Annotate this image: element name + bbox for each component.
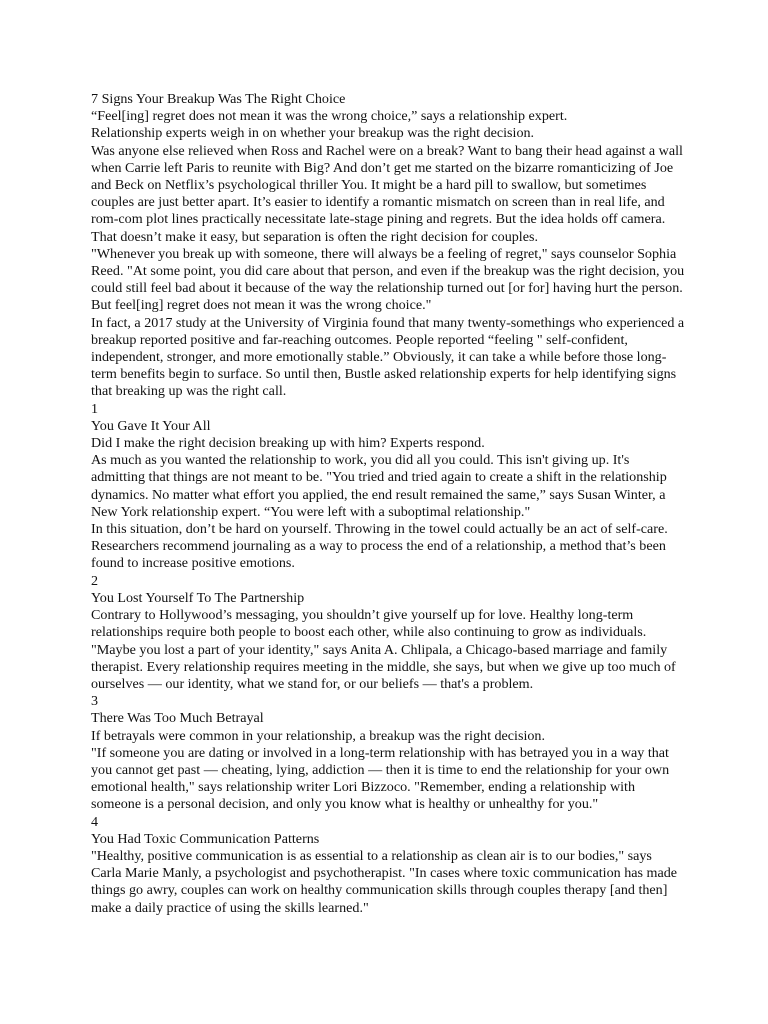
section-paragraph: "Healthy, positive communication is as essential to a relationship as clean air is to our bodies," says Carla Marie Manly, a psychologist and psychotherapist. "In cases where toxic communication has made things go awry, couples can work on healthy communication skills through couples therapy [and then] make a daily practice of using the skills learned." (91, 847, 678, 916)
subtitle-quote: “Feel[ing] regret does not mean it was the wrong choice,” says a relationship expert. (91, 108, 568, 125)
intro-paragraph: In fact, a 2017 study at the University of Virginia found that many twenty-somethings who experienced a breakup reported positive and far-reaching outcomes. People reported “feeling " self-confident, independent, stronger, and more emotionally stable.” Obviously, it can take a while before those long-term benefits begin to surface. So until then, Bustle asked relationship experts for help identifying signs that breaking up was the right call. (91, 314, 685, 400)
intro-paragraph: "Whenever you break up with someone, there will always be a feeling of regret," says counselor Sophia Reed. "At some point, you did care about that person, and even if the breakup was the right decision, you could still feel bad about it because of the way the relationship turned out [or for] having hurt the person. But feel[ing] regret does not mean it was the wrong choice." (91, 245, 685, 314)
section-number: 4 (91, 813, 99, 830)
section-paragraph: In this situation, don’t be hard on yourself. Throwing in the towel could actually be an act of self-care. Researchers recommend journaling as a way to process the end of a relationship, a method that’s been found to increase positive emotions. (91, 521, 668, 572)
section-heading: You Gave It Your All (91, 417, 211, 434)
intro-paragraph: Was anyone else relieved when Ross and Rachel were on a break? Want to bang their head against a wall when Carrie left Paris to reunite with Big? And don’t get me started on the bizarre romanticizing of Joe and Beck on Netflix’s psychological thriller You. It might be a hard pill to swallow, but sometimes couples are just better apart. It’s easier to identify a romantic mismatch on screen than in real life, and rom-com plot lines practically necessitate late-stage pining and regrets. But the idea holds off camera. That doesn’t make it easy, but separation is often the right decision for couples. (91, 142, 683, 245)
article-title: 7 Signs Your Breakup Was The Right Choice (91, 91, 346, 107)
section-paragraph: Did I make the right decision breaking up with him? Experts respond. (91, 435, 485, 452)
section-heading: There Was Too Much Betrayal (91, 710, 264, 727)
section-paragraph: Contrary to Hollywood’s messaging, you shouldn’t give yourself up for love. Healthy long-term relationships require both people to boost each other, while also continuing to grow as individuals. "Maybe you lost a part of your identity," says Anita A. Chlipala, a Chicago-based marriage and family therapist. Every relationship requires meeting in the middle, she says, but when we give up too much of ourselves — our identity, what we stand for, or our beliefs — that's a problem. (91, 607, 676, 692)
section-number: 2 (91, 572, 99, 589)
section-heading: You Had Toxic Communication Patterns (91, 830, 320, 847)
section-number: 3 (91, 693, 99, 710)
section-heading: You Lost Yourself To The Partnership (91, 589, 305, 606)
section-paragraph: If betrayals were common in your relationship, a breakup was the right decision. (91, 727, 545, 744)
document-page (91, 91, 685, 917)
section-paragraph: "If someone you are dating or involved in a long-term relationship with has betrayed you in a way that you cannot get past — cheating, lying, addiction — then it is time to end the relationship for your own emotional health," says relationship writer Lori Bizzoco. "Remember, ending a relationship with someone is a personal decision, and only you know what is healthy or unhealthy for you." (91, 744, 670, 813)
dek-paragraph: Relationship experts weigh in on whether your breakup was the right decision. (91, 125, 535, 142)
section-paragraph: As much as you wanted the relationship to work, you did all you could. This isn't giving up. It's admitting that things are not meant to be. "You tried and tried again to create a shift in the relationship dynamics. No matter what effort you applied, the end result remained the same,” says Susan Winter, a New York relationship expert. “You were left with a suboptimal relationship." (91, 452, 667, 520)
section-number: 1 (91, 400, 99, 417)
